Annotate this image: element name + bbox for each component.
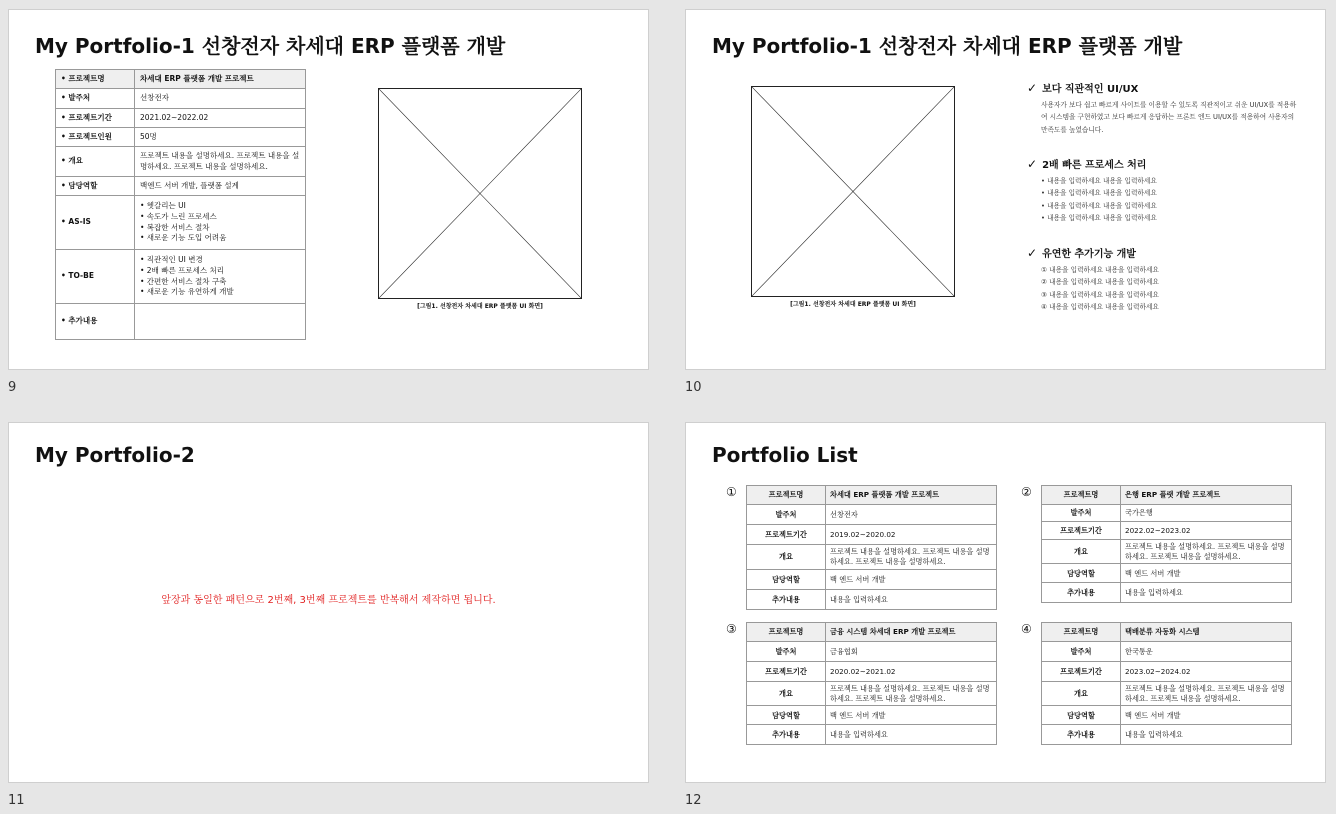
list-item: • 새로운 기능 도입 어려움: [140, 233, 227, 243]
project-table: [746, 622, 997, 745]
table-row: 추가내용 내용을 입력하세요: [1042, 583, 1292, 603]
table-key: • AS-IS: [56, 196, 135, 250]
table-row: 프로젝트명 차세대 ERP 플랫폼 개발 프로젝트: [747, 486, 997, 505]
list-item: • 헷갈리는 UI: [140, 200, 186, 210]
table-row: [56, 177, 306, 196]
table-key: • 개요: [56, 147, 135, 177]
table-row: [56, 128, 306, 147]
slide-10[interactable]: [685, 9, 1326, 370]
table-row: 프로젝트기간 2022.02~2023.02: [1042, 522, 1292, 540]
feature-title: ✓ 유연한 추가기능 개발: [1027, 245, 1136, 260]
list-item: ③ 내용을 입력하세요 내용을 입력하세요: [1041, 290, 1159, 299]
table-value: 50명: [135, 128, 306, 147]
list-item: • 2배 빠른 프로세스 처리: [140, 265, 224, 275]
table-row: 담당역할 백 엔드 서버 개발: [747, 706, 997, 725]
list-item: ① 내용을 입력하세요 내용을 입력하세요: [1041, 266, 1159, 274]
feature-ui-ux: [1027, 80, 1297, 136]
table-value: 선창전자: [135, 89, 306, 109]
feature-title: ✓ 보다 직관적인 UI/UX: [1027, 80, 1139, 95]
project-info-table: [55, 69, 306, 340]
table-row: 추가내용 내용을 입력하세요: [747, 590, 997, 610]
table-row: [56, 250, 306, 304]
check-icon: ✓: [1027, 245, 1038, 260]
project-marker: ③: [726, 622, 737, 636]
check-icon: ✓: [1027, 156, 1038, 171]
slide-number: 11: [8, 793, 25, 808]
table-key: • 담당역할: [56, 177, 135, 196]
table-row: 추가내용 내용을 입력하세요: [1042, 725, 1292, 745]
table-key: • 프로젝트기간: [56, 109, 135, 128]
table-row: 개요 프로젝트 내용을 설명하세요. 프로젝트 내용을 설명하세요. 프로젝트 내용을 설명하세요.: [747, 682, 997, 706]
table-row: 발주처 선창전자: [747, 505, 997, 525]
table-row: 프로젝트명 택배분류 자동화 시스템: [1042, 623, 1292, 642]
table-row: 프로젝트명 금융 시스템 차세대 ERP 개발 프로젝트: [747, 623, 997, 642]
table-key: • 프로젝트명: [56, 70, 135, 89]
slide-title: My Portfolio-1 선창전자 차세대 ERP 플랫폼 개발: [35, 34, 506, 58]
table-row: [56, 109, 306, 128]
table-value: 2021.02~2022.02: [135, 109, 306, 128]
table-row: 담당역할 백 엔드 서버 개발: [1042, 706, 1292, 725]
table-row: 발주처 국가은행: [1042, 505, 1292, 522]
slide-title: My Portfolio-1 선창전자 차세대 ERP 플랫폼 개발: [712, 34, 1183, 58]
list-item: • 내용을 입력하세요 내용을 입력하세요: [1041, 201, 1157, 210]
table-key: • TO-BE: [56, 250, 135, 304]
table-row: [56, 147, 306, 177]
project-marker: ②: [1021, 485, 1032, 499]
slide-number: 9: [8, 380, 17, 395]
project-marker: ①: [726, 485, 737, 499]
table-row: 추가내용 내용을 입력하세요: [747, 725, 997, 745]
list-item: • 내용을 입력하세요 내용을 입력하세요: [1041, 177, 1157, 185]
slide-title: My Portfolio-2: [35, 443, 195, 467]
list-item: • 간편한 서비스 절차 구축: [140, 276, 227, 286]
project-marker: ④: [1021, 622, 1032, 636]
image-caption: [그림1. 선창전자 차세대 ERP 플랫폼 UI 화면]: [417, 303, 543, 310]
slide-title: Portfolio List: [712, 443, 858, 467]
table-row: [56, 196, 306, 250]
placeholder-cross-icon: [379, 89, 581, 298]
table-row: 담당역할 백 엔드 서버 개발: [1042, 564, 1292, 583]
table-row: 프로젝트기간 2020.02~2021.02: [747, 662, 997, 682]
table-row: [56, 304, 306, 340]
list-item: • 새로운 기능 유연하게 개발: [140, 287, 234, 297]
list-item: • 내용을 입력하세요 내용을 입력하세요: [1041, 214, 1157, 223]
list-item: • 직관적인 UI 변경: [140, 254, 203, 264]
table-row: [56, 70, 306, 89]
list-item: ② 내용을 입력하세요 내용을 입력하세요: [1041, 278, 1159, 287]
image-placeholder[interactable]: [751, 86, 955, 297]
table-row: 프로젝트기간 2023.02~2024.02: [1042, 662, 1292, 682]
table-row: 프로젝트기간 2019.02~2020.02: [747, 525, 997, 545]
table-row: 개요 프로젝트 내용을 설명하세요. 프로젝트 내용을 설명하세요. 프로젝트 내용을 설명하세요.: [1042, 682, 1292, 706]
table-row: 발주처 한국통운: [1042, 642, 1292, 662]
placeholder-cross-icon: [752, 87, 954, 296]
feature-body: 사용자가 보다 쉽고 빠르게 사이트를 이용할 수 있도록 직관적이고 쉬운 UI/UX를 적용하여 시스템을 구현하였고 보다 빠르게 응답하는 프론트 엔드 UI/UX를 적용하여 사용자의 만족도를 높였습니다.: [1041, 101, 1297, 134]
table-row: 담당역할 백 엔드 서버 개발: [747, 570, 997, 590]
table-row: 개요 프로젝트 내용을 설명하세요. 프로젝트 내용을 설명하세요. 프로젝트 내용을 설명하세요.: [1042, 540, 1292, 564]
image-placeholder[interactable]: [378, 88, 582, 299]
table-value: 차세대 ERP 플랫폼 개발 프로젝트: [135, 70, 306, 89]
feature-fast-process: [1027, 156, 1297, 225]
table-key: • 발주처: [56, 89, 135, 109]
slide-12[interactable]: [685, 422, 1326, 783]
list-item: ④ 내용을 입력하세요 내용을 입력하세요: [1041, 303, 1159, 312]
table-row: [56, 89, 306, 109]
slide-11[interactable]: [8, 422, 649, 783]
check-icon: ✓: [1027, 80, 1038, 95]
table-value: 프로젝트 내용을 설명하세요. 프로젝트 내용을 설명하세요. 프로젝트 내용을 설명하세요.: [135, 147, 306, 177]
table-row: 개요 프로젝트 내용을 설명하세요. 프로젝트 내용을 설명하세요. 프로젝트 내용을 설명하세요.: [747, 545, 997, 570]
list-item: • 내용을 입력하세요 내용을 입력하세요: [1041, 189, 1157, 198]
slide-9[interactable]: [8, 9, 649, 370]
table-value: [135, 304, 306, 340]
instruction-note: 앞장과 동일한 패턴으로 2번째, 3번째 프로젝트를 반복해서 제작하면 됩니다.: [161, 595, 496, 606]
project-table: [1041, 622, 1292, 745]
project-table: [1041, 485, 1292, 603]
table-key: • 프로젝트인원: [56, 128, 135, 147]
table-value: 백엔드 서버 개발, 플랫폼 설계: [135, 177, 306, 196]
slide-number: 10: [685, 380, 702, 395]
table-value: [135, 250, 306, 304]
image-caption: [그림1. 선창전자 차세대 ERP 플랫폼 UI 화면]: [790, 301, 916, 308]
table-row: 발주처 금융협회: [747, 642, 997, 662]
table-value: [135, 196, 306, 250]
feature-title: ✓ 2배 빠른 프로세스 처리: [1027, 156, 1147, 171]
feature-flexible-dev: [1027, 245, 1297, 314]
list-item: • 속도가 느린 프로세스: [140, 211, 217, 221]
slide-number: 12: [685, 793, 702, 808]
table-key: • 추가내용: [56, 304, 135, 340]
list-item: • 복잡한 서비스 절차: [140, 222, 210, 232]
table-row: 프로젝트명 은행 ERP 플랫 개발 프로젝트: [1042, 486, 1292, 505]
project-table: [746, 485, 997, 610]
